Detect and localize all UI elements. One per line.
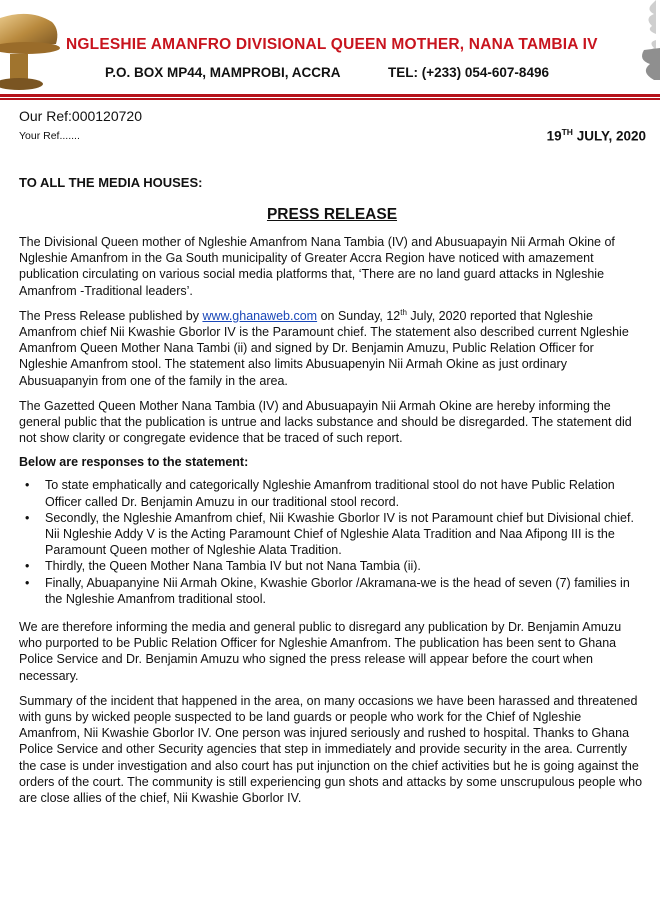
crest-icon <box>624 0 660 98</box>
date-day: 19 <box>546 128 562 144</box>
letter-date <box>547 127 646 144</box>
letterhead-divider <box>0 94 660 100</box>
list-item-text: Finally, Abuapanyine Nii Armah Okine, Kwashie Gborlor /Akramana-we is the head of seven (7) families in the Ngleshie Amanfrom traditional stool. <box>45 575 630 606</box>
letterhead <box>0 0 660 104</box>
paragraph-summary: Summary of the incident that happened in the area, on many occasions we have been harassed and threatened with guns by wicked people suspected to be land guards or people who work for the Chief of Ngleshie Amanfrom, Nii Kwashie Gborlor IV. One person was injured seriously and rushed to hospital. Thanks to Ghana Police Service and other Security agencies that step in immediately and provide security in the area. Currently the case is under investigation and also court has put injunction on the chief activities but he is going against the orders of the court. The community is still experiencing gun shots and attacks by some unscrupulous people who are close allies of the chief, Nii Kwashie Gborlor IV. <box>19 693 643 806</box>
list-item <box>19 510 645 559</box>
letterhead-address: P.O. BOX MP44, MAMPROBI, ACCRA <box>105 65 341 80</box>
list-item-text: To state emphatically and categorically Ngleshie Amanfrom traditional stool do not have Public Relation Officer called Dr. Benjamin Amuzu in our traditional stool record. <box>45 478 615 509</box>
bullet-icon: • <box>25 478 30 493</box>
paragraph-press-release <box>19 308 645 389</box>
our-reference: Our Ref:000120720 <box>19 108 142 124</box>
list-item <box>19 477 645 509</box>
letterhead-title: NGLESHIE AMANFRO DIVISIONAL QUEEN MOTHER, NANA TAMBIA IV <box>66 36 598 53</box>
list-item-text: Secondly, the Ngleshie Amanfrom chief, Nii Kwashie Gborlor IV is not Paramount chief but Divisional chief. Nii Ngleshie Addy V is the Acting Paramount Chief of Ngleshie Alata Tradition and Naa Afipong III is the Paramount Queen mother of Ngleshie Alata Tradition. <box>45 510 634 558</box>
date-suffix: TH <box>561 127 573 137</box>
paragraph-disregard: We are therefore informing the media and general public to disregard any publication by Dr. Benjamin Amuzu who purported to be Public Relation Officer for Ngleshie Amanfrom. The publication has been sent to Ghana Police Service and Dr. Benjamin Amuzu who signed the press release will appear before the court when necessary. <box>19 620 622 683</box>
ghanaweb-link[interactable]: www.ghanaweb.com <box>202 308 318 323</box>
letterhead-telephone: TEL: (+233) 054-607-8496 <box>388 65 549 80</box>
letter-body <box>19 175 645 815</box>
golden-bell-icon <box>0 0 62 98</box>
paragraph-text: July, 2020 reported that Ngleshie Amanfrom chief Nii Kwashie Gborlor IV is the Paramount chief. The statement also described current Ngleshie Amanfrom Queen Mother Nana Tambi (ii) and signed by Dr. Benjamin Amuzu, Public Relation Officer for Ngleshie Amanfrom stool. The statement also limits Abusuapenyin Nii Armah Okine as just ordinary Abusuapanyin from one of the family in the area. <box>19 308 629 388</box>
paragraph-gazetted: The Gazetted Queen Mother Nana Tambia (IV) and Abusuapayin Nii Armah Okine are hereby informing the general public that the publication is untrue and lacks substance and should be disregarded. The statement did not show clarity or congregate evidence that be traced of such report. <box>19 398 632 446</box>
page-title: PRESS RELEASE <box>266 206 398 223</box>
list-item-text: Thirdly, the Queen Mother Nana Tambia IV but not Nana Tambia (ii). <box>45 559 421 574</box>
bullet-icon: • <box>25 510 30 525</box>
bullet-icon: • <box>25 559 30 574</box>
your-reference: Your Ref....... <box>19 130 80 142</box>
paragraph-text: The Press Release published by <box>19 308 203 323</box>
date-month-year: JULY, 2020 <box>572 128 646 144</box>
paragraph-text: on Sunday, 12 <box>317 308 401 323</box>
addressee: TO ALL THE MEDIA HOUSES: <box>19 175 203 190</box>
date-ordinal: th <box>400 307 407 317</box>
list-item <box>19 575 645 607</box>
responses-list <box>19 477 645 607</box>
paragraph-intro: The Divisional Queen mother of Ngleshie Amanfrom Nana Tambia (IV) and Abusuapayin Nii Armah Okine of Ngleshie Amanfrom in the Ga South municipality of Greater Accra Region have noticed with amazement publication circulating on various social media platforms that, ‘There are no land guard attacks in Ngleshie Amanfrom -Traditional leaders’. <box>19 235 615 298</box>
responses-heading: Below are responses to the statement: <box>19 455 249 470</box>
list-item <box>19 558 645 574</box>
bullet-icon: • <box>25 575 30 590</box>
